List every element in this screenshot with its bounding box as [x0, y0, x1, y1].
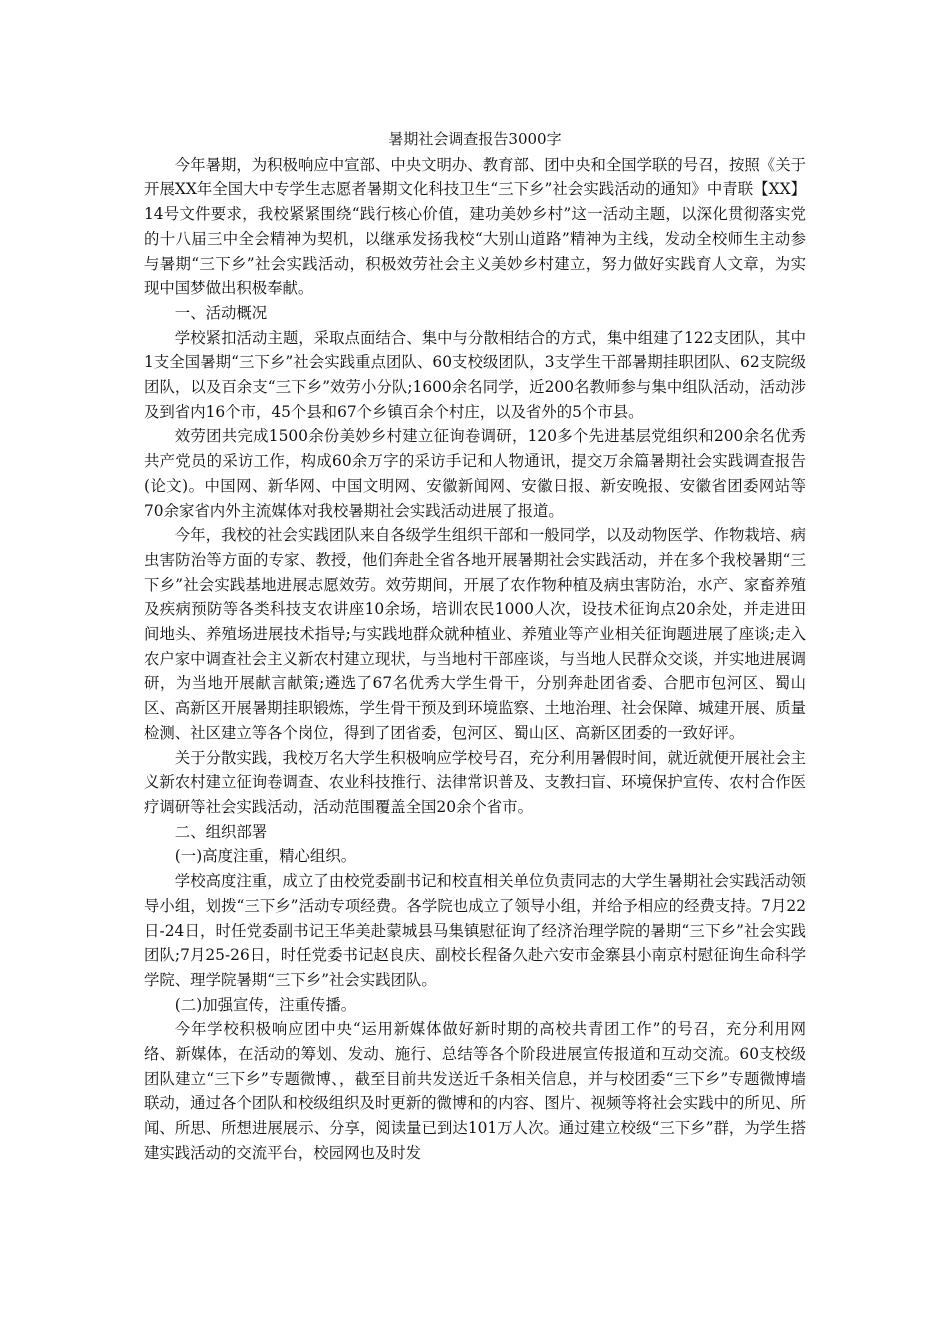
section-heading: 一、活动概况: [174, 303, 268, 322]
paragraph: 今年学校积极响应团中央“运用新媒体做好新时期的高校共青团工作”的号召，充分利用网络、新媒体，在活动的筹划、发动、施行、总结等各个阶段进展宣传报道和互动交流。60支校级团队建立“三下乡”专题微博、，截至目前共发送近千条相关信息，并与校团委“三下乡”专题微博墙联动，通过各个团队和校级组织及时更新的微博和的内容、图片、视频等将社会实践中的所见、所闻、所思、所想进展展示、分享，阅读量已到达101万人次。通过建立校级“三下乡”群，为学生搭建实践活动的交流平台，校园网也及时发: [144, 1020, 806, 1162]
paragraph: 学校紧扣活动主题，采取点面结合、集中与分散相结合的方式，集中组建了122支团队，其中1支全国暑期“三下乡”社会实践重点团队、60支校级团队，3支学生干部暑期挂职团队、62支院级团队，以及百余支“三下乡”效劳小分队;1600余名同学，近200名教师参与集中组队活动，活动涉及到省内16个市，45个县和67个乡镇百余个村庄，以及省外的5个市县。: [144, 328, 806, 421]
section-heading: (一)高度注重，精心组织。: [174, 847, 357, 866]
document-title: 暑期社会调查报告3000字: [388, 130, 562, 148]
paragraph: 学校高度注重，成立了由校党委副书记和校直相关单位负责同志的大学生暑期社会实践活动领导小组，划拨“三下乡”活动专项经费。各学院也成立了领导小组，并给予相应的经费支持。7月22日-24日，时任党委副书记王华美赴蒙城县马集镇慰征询了经济治理学院的暑期“三下乡”社会实践团队;7月25-26日，时任党委书记赵良庆、副校长程备久赴六安市金寨县小南京村慰征询生命科学学院、理学院暑期“三下乡”社会实践团队。: [144, 872, 806, 989]
paragraph: 今年暑期，为积极响应中宣部、中央文明办、教育部、团中央和全国学联的号召，按照《关于开展XX年全国大中专学生志愿者暑期文化科技卫生“三下乡”社会实践活动的通知》中青联【XX】14号文件要求，我校紧紧围绕“践行核心价值，建功美妙乡村”这一活动主题，以深化贯彻落实党的十八届三中全会精神为契机，以继承发扬我校“大别山道路”精神为主线，发动全校师生主动参与暑期“三下乡”社会实践活动，积极效劳社会主义美妙乡村建立，努力做好实践育人文章，为实现中国梦做出积极奉献。: [144, 155, 806, 298]
section-heading: 二、组织部署: [174, 822, 268, 841]
document-page: [144, 127, 806, 1166]
paragraph: 关于分散实践，我校万名大学生积极响应学校号召，充分利用暑假时间，就近就便开展社会主义新农村建立征询卷调查、农业科技推行、法律常识普及、支教扫盲、环境保护宣传、农村合作医疗调研等社会实践活动，活动范围覆盖全国20余个省市。: [144, 748, 806, 816]
section-heading: (二)加强宣传，注重传播。: [174, 995, 357, 1014]
paragraph: 今年，我校的社会实践团队来自各级学生组织干部和一般同学，以及动物医学、作物栽培、病虫害防治等方面的专家、教授，他们奔赴全省各地开展暑期社会实践活动，并在多个我校暑期“三下乡”社会实践基地进展志愿效劳。效劳期间，开展了农作物种植及病虫害防治，水产、家畜养殖及疾病预防等各类科技支农讲座10余场，培训农民1000人次，设技术征询点20余处，并走进田间地头、养殖场进展技术指导;与实践地群众就种植业、养殖业等产业相关征询题进展了座谈;走入农户家中调查社会主义新农村建立现状，与当地村干部座谈，与当地人民群众交谈，并实地进展调研，为当地开展献言献策;遴选了67名优秀大学生骨干，分别奔赴团省委、合肥市包河区、蜀山区、高新区开展暑期挂职锻炼，学生骨干预及到环境监察、土地治理、社会保障、城建开展、质量检测、社区建立等各个岗位，得到了团省委，包河区、蜀山区、高新区团委的一致好评。: [144, 526, 806, 742]
document-body: [144, 153, 806, 1166]
paragraph: 效劳团共完成1500余份美妙乡村建立征询卷调研，120多个先进基层党组织和200余名优秀共产党员的采访工作，构成60余万字的采访手记和人物通讯，提交万余篇暑期社会实践调查报告(论文)。中国网、新华网、中国文明网、安徽新闻网、安徽日报、新安晚报、安徽省团委网站等70余家省内外主流媒体对我校暑期社会实践活动进展了报道。: [144, 427, 806, 520]
